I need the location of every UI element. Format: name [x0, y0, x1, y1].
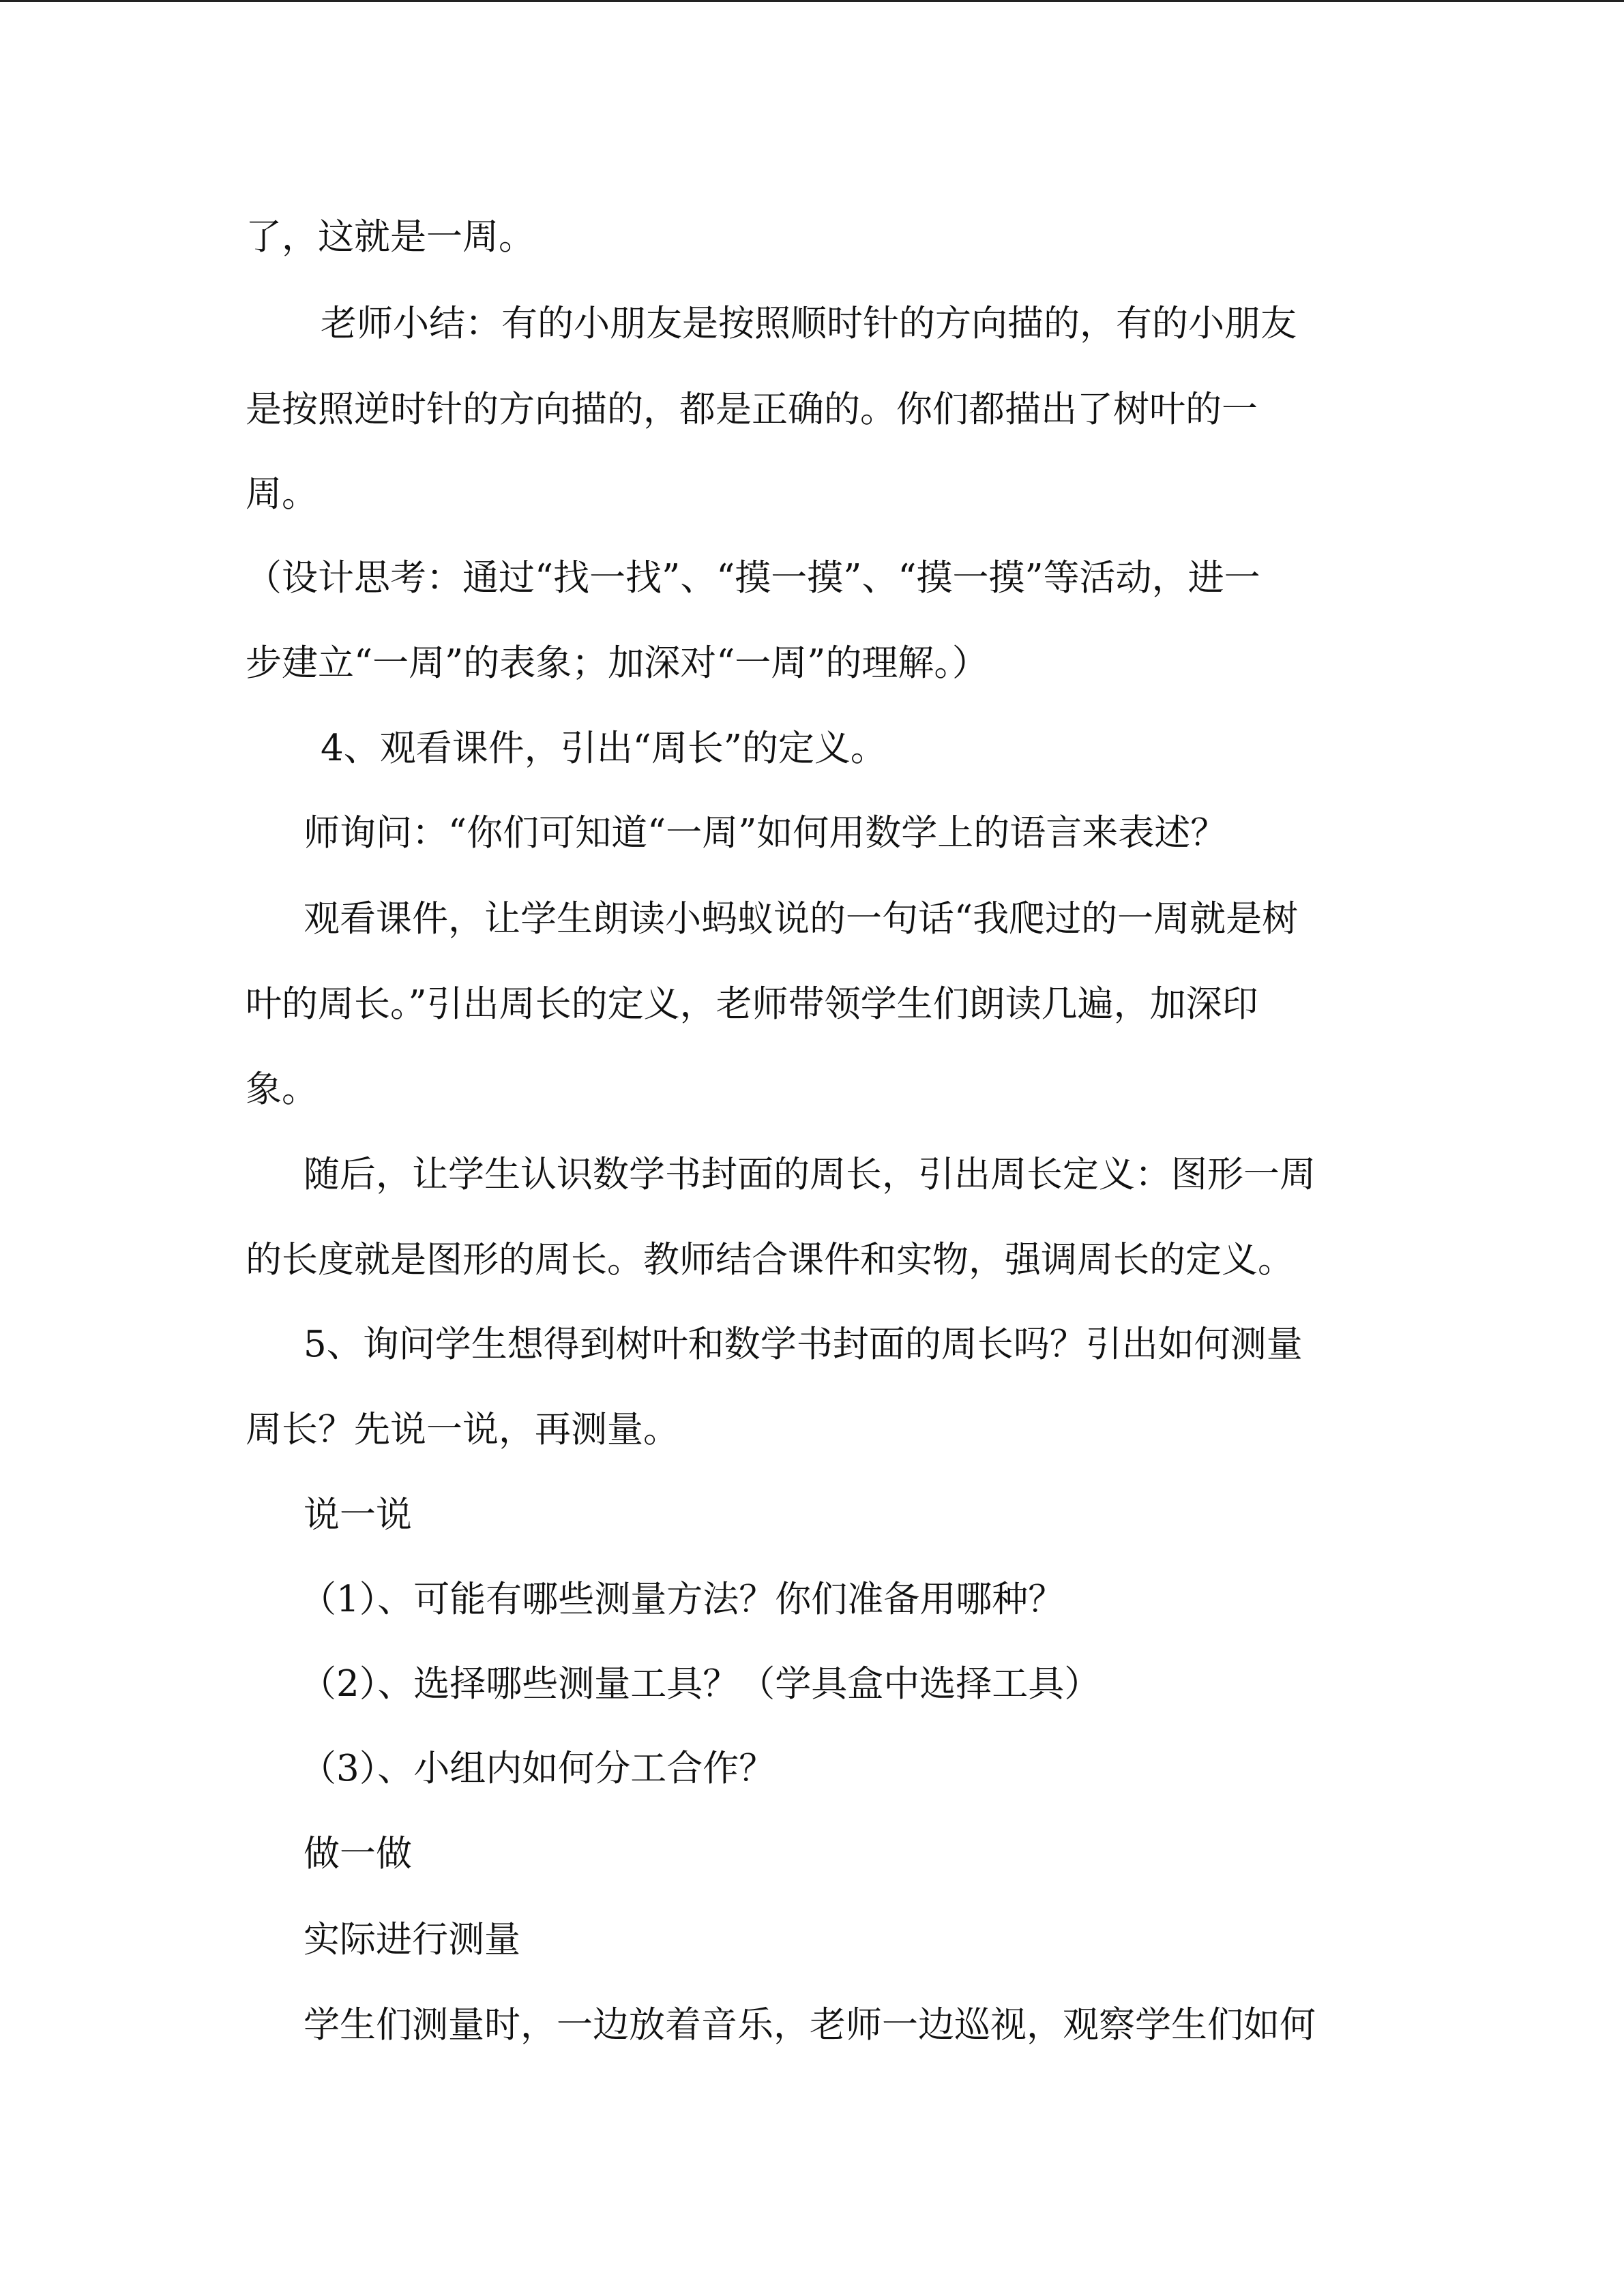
text-line: 步建立“一周”的表象；加深对“一周”的理解。） — [246, 642, 988, 684]
text-line: 学生们测量时，一边放着音乐，老师一边巡视，观察学生们如何 — [304, 2004, 1316, 2046]
text-line: 随后，让学生认识数学书封面的周长，引出周长定义：图形一周 — [304, 1154, 1316, 1195]
text-line: 叶的周长。”引出周长的定义，老师带领学生们朗读几遍，加深印 — [246, 983, 1258, 1025]
text-line: 说一说 — [304, 1494, 412, 1536]
text-line: 是按照逆时针的方向描的，都是正确的。你们都描出了树叶的一 — [246, 389, 1258, 430]
text-line: （2）、选择哪些测量工具？（学具盒中选择工具） — [300, 1663, 1101, 1705]
text-line: 象。 — [246, 1069, 318, 1110]
text-line: 师询问：“你们可知道“一周”如何用数学上的语言来表述？ — [304, 812, 1227, 854]
text-line: 5、询问学生想得到树叶和数学书封面的周长吗？引出如何测量 — [304, 1324, 1303, 1365]
page-top-border — [0, 0, 1624, 2]
text-line: （3）、小组内如何分工合作？ — [300, 1748, 776, 1789]
text-line: 做一做 — [304, 1833, 412, 1875]
text-line: 的长度就是图形的周长。教师结合课件和实物，强调周长的定义。 — [246, 1239, 1294, 1281]
text-line: 周。 — [246, 473, 318, 515]
text-line: 老师小结：有的小朋友是按照顺时针的方向描的，有的小朋友 — [321, 303, 1297, 344]
text-line: 4、观看课件，引出“周长”的定义。 — [321, 728, 887, 769]
text-line: 了，这就是一周。 — [246, 216, 535, 258]
text-line: （设计思考：通过“找一找”、“摸一摸”、“摸一摸”等活动，进一 — [246, 557, 1260, 599]
text-line: 观看课件，让学生朗读小蚂蚁说的一句话“我爬过的一周就是树 — [304, 898, 1299, 940]
text-line: 周长？先说一说，再测量。 — [246, 1409, 679, 1450]
text-line: 实际进行测量 — [304, 1919, 520, 1960]
text-line: （1）、可能有哪些测量方法？你们准备用哪种？ — [300, 1579, 1065, 1620]
